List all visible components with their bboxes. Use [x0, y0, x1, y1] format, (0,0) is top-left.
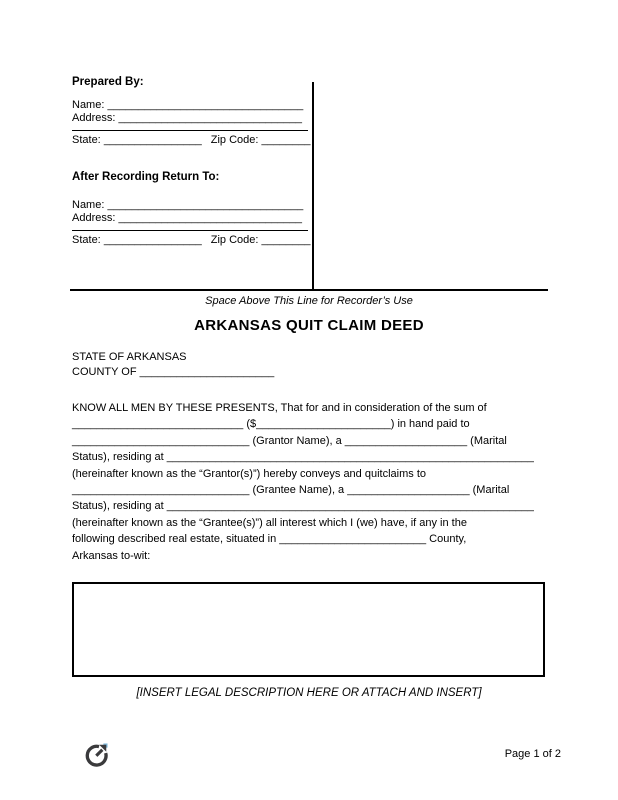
state-blank-line: ________________ — [103, 234, 202, 246]
name-label: Name: — [72, 99, 105, 111]
county-of-line — [72, 365, 274, 380]
deed-body-line: Status), residing at ____________________________________________________________ — [72, 500, 534, 513]
zip-blank-line: ________ — [261, 134, 311, 146]
return-to-state-zip-field — [72, 234, 313, 247]
return-to-address-field — [72, 212, 313, 225]
jurisdiction-block — [72, 350, 274, 379]
deed-body-line: (hereinafter known as the “Grantee(s)”) all interest which I (we) have, if any in the — [72, 516, 467, 529]
return-to-section — [72, 171, 313, 247]
deed-body-line: following described real estate, situated in ________________________ County, — [72, 533, 467, 546]
address-line2-rule — [72, 230, 308, 231]
state-of-line: STATE OF ARKANSAS — [72, 351, 187, 363]
recorder-use-divider-line — [70, 289, 548, 291]
address-blank-line: ______________________________ — [118, 212, 303, 224]
page-indicator: Page 1 of 2 — [504, 748, 561, 760]
county-blank-line: ______________________ — [139, 365, 275, 378]
return-to-heading: After Recording Return To: — [72, 171, 220, 183]
deed-body-paragraph — [72, 400, 552, 564]
recorder-box-vertical-divider — [312, 82, 314, 291]
deed-body-line: Status), residing at ____________________________________________________________ — [72, 451, 534, 464]
state-label: State: — [72, 134, 101, 146]
deed-body-line: (hereinafter known as the “Grantor(s)”) hereby conveys and quitclaims to — [72, 467, 426, 480]
prepared-by-heading: Prepared By: — [72, 76, 144, 88]
address-blank-line: ______________________________ — [118, 112, 303, 124]
circular-arrow-external-link-icon[interactable] — [84, 742, 109, 767]
zip-label: Zip Code: — [210, 234, 259, 246]
state-blank-line: ________________ — [103, 134, 202, 146]
document-title: ARKANSAS QUIT CLAIM DEED — [194, 317, 424, 334]
name-label: Name: — [72, 199, 105, 211]
state-label: State: — [72, 234, 101, 246]
address-label: Address: — [72, 212, 116, 224]
deed-body-line: ____________________________ ($______________________) in hand paid to — [72, 418, 470, 431]
deed-body-line: KNOW ALL MEN BY THESE PRESENTS, That for and in consideration of the sum of — [72, 402, 487, 414]
name-blank-line: ________________________________ — [107, 99, 304, 111]
deed-body-line: Arkansas to-wit: — [72, 549, 151, 562]
prepared-by-address-field — [72, 112, 313, 125]
prepared-by-section — [72, 76, 313, 147]
recorder-use-caption: Space Above This Line for Recorder’s Use — [205, 295, 413, 307]
prepared-by-name-field — [72, 99, 313, 112]
address-label: Address: — [72, 112, 116, 124]
legal-description-caption: [INSERT LEGAL DESCRIPTION HERE OR ATTACH AND INSERT] — [136, 687, 482, 699]
deed-body-line: _____________________________ (Grantee Name), a ____________________ (Marital — [72, 484, 510, 497]
legal-description-box — [72, 582, 545, 677]
zip-label: Zip Code: — [210, 134, 259, 146]
return-to-name-field — [72, 199, 313, 212]
name-blank-line: ________________________________ — [107, 199, 304, 211]
zip-blank-line: ________ — [261, 234, 311, 246]
deed-body-line: _____________________________ (Grantor Name), a ____________________ (Marital — [72, 434, 507, 447]
county-label: COUNTY OF — [72, 365, 137, 378]
prepared-by-state-zip-field — [72, 134, 313, 147]
address-line2-rule — [72, 130, 308, 131]
